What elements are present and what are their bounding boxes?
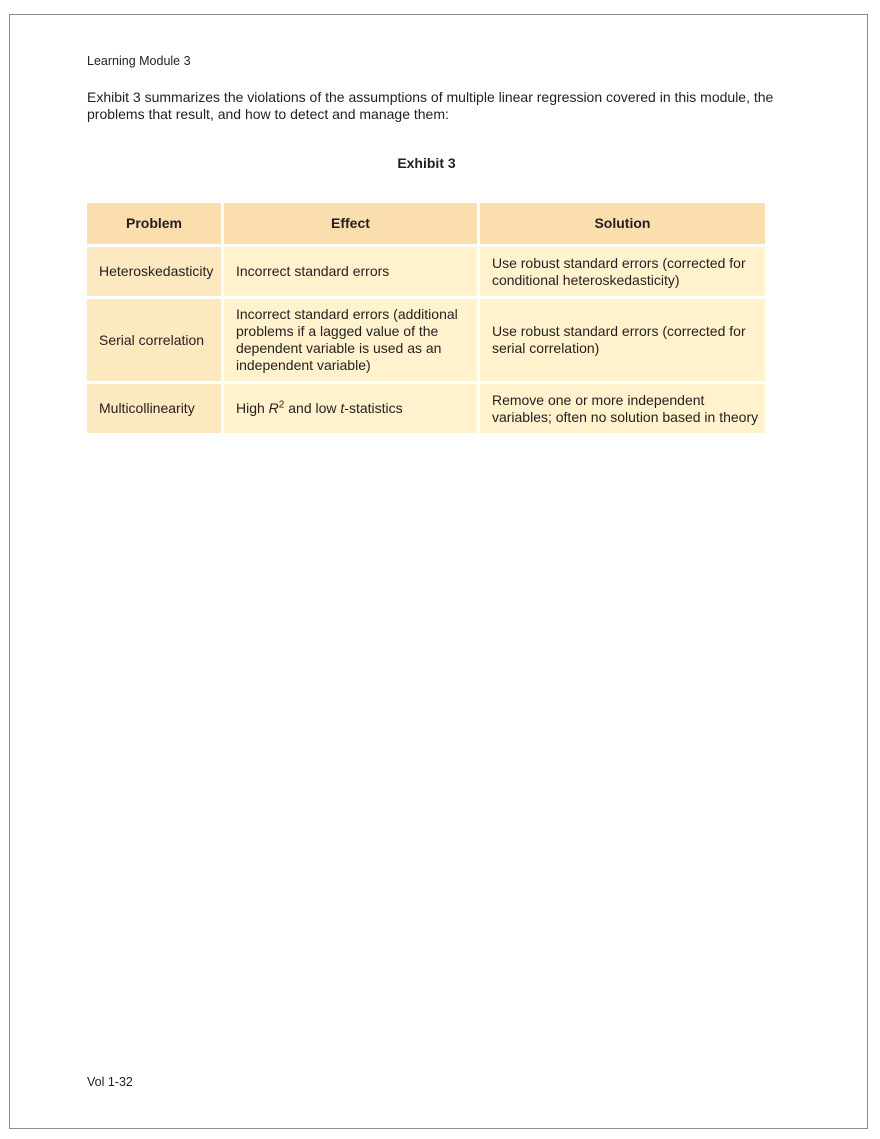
- superscript-exponent: 2: [278, 399, 285, 411]
- page-folio: Vol 1-32: [87, 1075, 133, 1089]
- problem-cell: Heteroskedasticity: [86, 246, 223, 298]
- t-symbol: t: [340, 400, 345, 416]
- effect-text: High: [235, 400, 269, 416]
- table-header-row: [86, 202, 767, 246]
- r-squared-symbol: R: [268, 400, 279, 416]
- effect-cell: [222, 383, 478, 435]
- header-solution: Solution: [478, 202, 766, 246]
- intro-paragraph: Exhibit 3 summarizes the violations of the assumptions of multiple linear regression covered in this module, the problems that result, and how to detect and manage them:: [87, 89, 774, 122]
- exhibit-table: [84, 200, 768, 436]
- header-problem: Problem: [86, 202, 223, 246]
- solution-cell: Remove one or more independent variables; often no solution based in theory: [478, 383, 766, 435]
- table-row: [86, 298, 767, 383]
- problem-cell: Serial correlation: [86, 298, 223, 383]
- effect-cell: Incorrect standard errors (additional problems if a lagged value of the dependent variable is used as an independent variable): [222, 298, 478, 383]
- exhibit-title: Exhibit 3: [397, 155, 456, 171]
- page-frame: [9, 14, 868, 1129]
- solution-cell: Use robust standard errors (corrected for serial correlation): [478, 298, 766, 383]
- problem-cell: Multicollinearity: [86, 383, 223, 435]
- effect-cell: Incorrect standard errors: [222, 246, 478, 298]
- table-row: [86, 246, 767, 298]
- header-effect: Effect: [222, 202, 478, 246]
- effect-text: and low: [284, 400, 341, 416]
- solution-cell: Use robust standard errors (corrected for conditional heteroskedasticity): [478, 246, 766, 298]
- effect-text: -statistics: [344, 400, 403, 416]
- running-head: Learning Module 3: [87, 54, 191, 68]
- table-row: [86, 383, 767, 435]
